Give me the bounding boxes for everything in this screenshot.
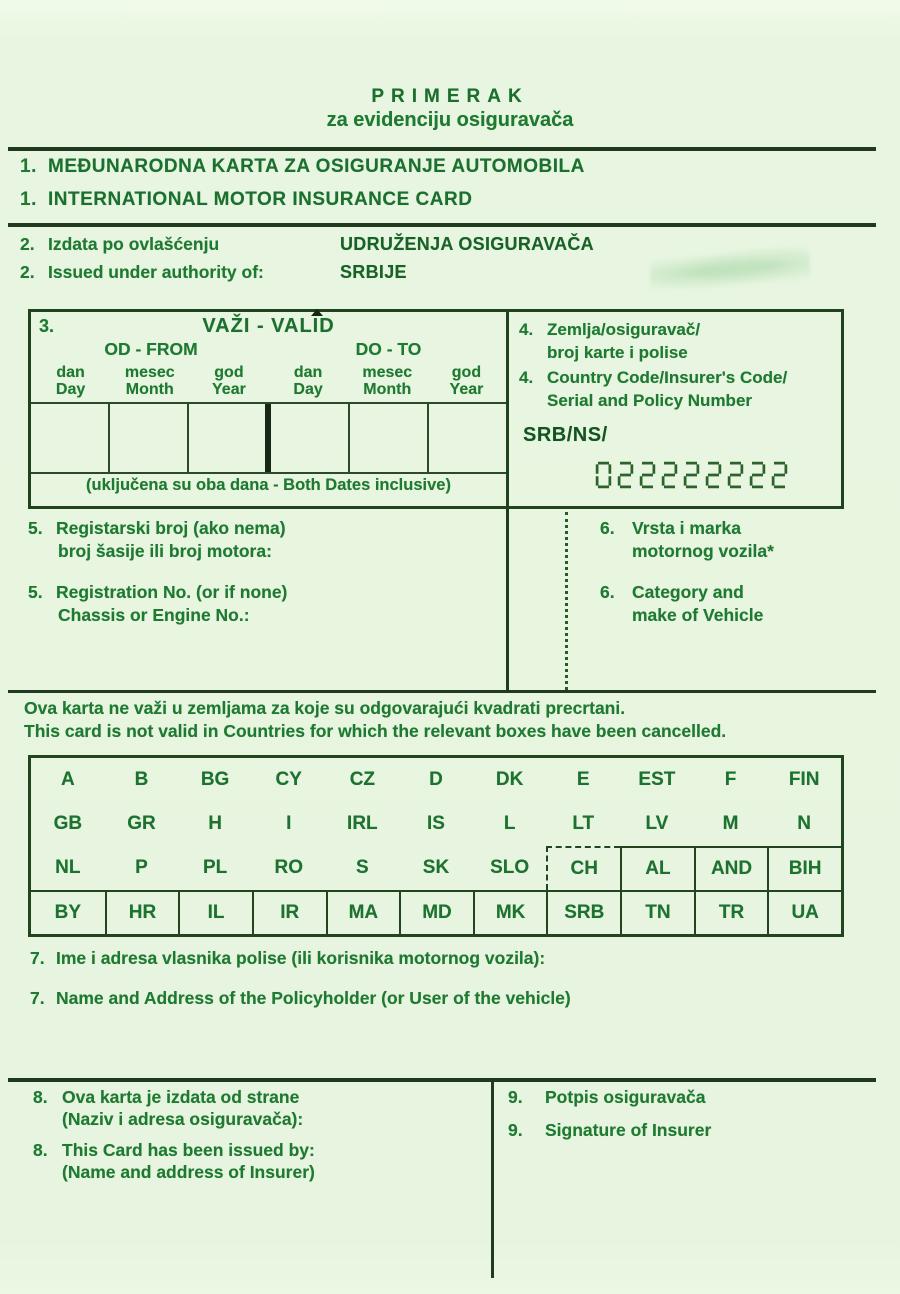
section1-line-en (20, 189, 585, 222)
date-cell-to-day (271, 404, 350, 472)
label-line (519, 367, 787, 390)
card-title-serbian: MEĐUNARODNA KARTA ZA OSIGURANJE AUTOMOBILA (48, 156, 585, 177)
registration-label-en1: Registration No. (or if none) (56, 582, 288, 602)
date-cell-to-year (429, 404, 506, 472)
item-number: 3. (39, 316, 55, 336)
section2-row-en (20, 262, 594, 290)
signature-label-sr: Potpis osiguravača (545, 1087, 706, 1107)
column-header-en: Day (55, 381, 86, 398)
item-number: 7. (30, 988, 45, 1008)
validity-note (24, 697, 726, 743)
authority-name-line1: UDRUŽENJA OSIGURAVAČA (340, 234, 594, 254)
column-header-en: Day (293, 381, 323, 398)
registration-label-sr2: broj šasije ili broj motora: (58, 541, 272, 561)
vehicle-line-sr (600, 517, 774, 540)
country-cell-P: P (135, 857, 148, 878)
serial-digit-2 (771, 459, 788, 491)
label-line (519, 319, 787, 342)
country-cell-TR: TR (694, 890, 768, 934)
country-insurer-code: SRB/NS/ (523, 424, 608, 446)
issuer-label-sr2: (Naziv i adresa osiguravača): (62, 1109, 304, 1129)
column-header-sr: god (451, 364, 482, 381)
country-cell-MD: MD (399, 890, 473, 934)
horizontal-rule (8, 690, 876, 693)
card-title-english: INTERNATIONAL MOTOR INSURANCE CARD (48, 189, 473, 210)
issuer-label-en1: This Card has been issued by: (62, 1140, 315, 1160)
section1-line-sr (20, 156, 585, 189)
validity-and-policy-box (28, 309, 844, 509)
country-cell-AL: AL (620, 846, 694, 890)
document-subtitle: za evidenciju osiguravača (326, 109, 574, 131)
section-8-issuer (33, 1086, 315, 1183)
policy-number-box (509, 312, 841, 506)
section-5-6-divider-solid (506, 509, 509, 691)
country-cell-CH: CH (546, 846, 620, 890)
country-cell-N: N (797, 813, 812, 834)
item-number: 1. (20, 189, 37, 210)
item-number: 8. (33, 1140, 48, 1160)
country-cell-EST: EST (638, 769, 676, 790)
serial-digit-2 (705, 459, 722, 491)
country-cell-BG: BG (200, 769, 230, 790)
section-5-6-divider-dotted (565, 512, 568, 690)
item-number: 6. (600, 582, 615, 602)
validity-note-sr: Ova karta ne važi u zemljama za koje su odgovarajući kvadrati precrtani. (24, 698, 626, 718)
column-header-sr: mesec (124, 364, 175, 381)
country-cell-TN: TN (620, 890, 694, 934)
country-cell-E: E (576, 769, 590, 790)
country-codes-table (28, 755, 844, 937)
issuer-line-sr (33, 1086, 315, 1108)
date-column-header (427, 364, 506, 398)
column-header-en: Year (449, 381, 484, 398)
country-insurer-label-sr2: broj karte i polise (547, 342, 688, 362)
registration-line-sr (28, 517, 287, 540)
issuer-label-en2: (Name and address of Insurer) (62, 1162, 315, 1182)
issued-under-label-en: Issued under authority of: (48, 262, 264, 282)
country-cell-L: L (503, 813, 516, 834)
country-cell-GR: GR (127, 813, 156, 834)
serial-digit-2 (727, 459, 744, 491)
column-header-en: Year (212, 381, 246, 398)
country-cell-IRL: IRL (347, 813, 378, 834)
item-number: 4. (519, 320, 534, 339)
column-header-sr: dan (293, 364, 323, 381)
serial-number-digits (595, 459, 788, 491)
vehicle-label-sr2: motornog vozila* (632, 541, 774, 561)
country-cell-M: M (722, 813, 739, 834)
policyholder-label-sr: Ime i adresa vlasnika polise (ili korisnika motornog vozila): (56, 948, 546, 968)
column-header-sr: dan (56, 364, 85, 381)
country-cell-A: A (60, 769, 75, 790)
dates-inclusive-note: (uključena su oba dana - Both Dates inclusive) (86, 476, 451, 494)
item-number: 6. (600, 518, 615, 538)
section-9-signature (508, 1086, 711, 1152)
valid-title: VAŽI - VALID (202, 315, 335, 337)
item-number: 4. (519, 368, 534, 387)
document-title: PRIMERAK (371, 86, 529, 107)
date-column-headers (31, 364, 506, 398)
policy-box-labels (519, 319, 787, 415)
policyholder-line-sr (30, 948, 571, 969)
country-insurer-label-sr: Zemlja/osiguravač/ (547, 320, 701, 339)
registration-line-en (28, 581, 287, 604)
serial-digit-2 (749, 459, 766, 491)
country-cell-D: D (429, 769, 443, 790)
spacer (33, 1130, 315, 1139)
item-number: 5. (28, 582, 43, 602)
section-1-title (20, 156, 585, 222)
item-number: 9. (508, 1087, 523, 1107)
section-5-registration (28, 517, 287, 627)
country-cell-LT: LT (572, 813, 595, 834)
country-cell-SK: SK (422, 857, 450, 878)
vehicle-label-en2: make of Vehicle (632, 605, 764, 625)
country-cell-FIN: FIN (788, 769, 820, 790)
date-cell-from-month (110, 404, 189, 472)
serial-digit-2 (683, 459, 700, 491)
section-2-authority (20, 234, 594, 290)
vehicle-label-sr1: Vrsta i marka (632, 518, 741, 538)
issuer-label-sr1: Ova karta je izdata od strane (62, 1087, 300, 1107)
issued-under-label-sr: Izdata po ovlašćenju (48, 234, 220, 254)
country-cell-MA: MA (326, 890, 400, 934)
item-number: 8. (33, 1087, 48, 1107)
section-8-9-divider (491, 1082, 494, 1278)
country-cell-H: H (208, 813, 222, 834)
spacer (28, 563, 287, 581)
vehicle-label-en1: Category and (632, 582, 744, 602)
item-number: 5. (28, 518, 43, 538)
registration-label-sr1: Registarski broj (ako nema) (56, 518, 286, 538)
validity-note-en: This card is not valid in Countries for which the relevant boxes have been cancelled. (24, 721, 727, 741)
signature-label-en: Signature of Insurer (545, 1120, 712, 1140)
country-cell-IR: IR (252, 890, 326, 934)
vehicle-line-en (600, 581, 774, 604)
column-header-sr: mesec (362, 364, 413, 381)
country-cell-BY: BY (31, 890, 105, 934)
item-number: 7. (30, 948, 45, 968)
country-cell-LV: LV (645, 813, 669, 834)
faint-stamp-artifact (649, 246, 811, 296)
country-cell-IS: IS (427, 813, 445, 834)
column-header-en: Month (363, 381, 412, 398)
date-column-header (110, 364, 189, 398)
item-number: 2. (20, 234, 35, 254)
country-cell-AND: AND (694, 846, 768, 890)
section2-row-sr (20, 234, 594, 262)
serial-digit-2 (661, 459, 678, 491)
country-cell-S: S (356, 857, 369, 878)
label-group-sr (519, 319, 787, 364)
document-header (0, 86, 900, 132)
section-7-policyholder (30, 948, 571, 1028)
country-cell-DK: DK (495, 769, 524, 790)
from-label: OD - FROM (104, 339, 198, 359)
country-cell-SLO: SLO (490, 857, 530, 878)
date-column-header (189, 364, 268, 398)
date-cell-from-day (31, 404, 110, 472)
date-cells-row (31, 402, 506, 474)
date-column-header (348, 364, 427, 398)
country-cell-PL: PL (202, 857, 228, 878)
horizontal-rule (8, 1078, 876, 1082)
registration-label-en2: Chassis or Engine No.: (58, 605, 250, 625)
country-cell-CZ: CZ (349, 769, 376, 790)
validity-dates-box (31, 312, 509, 506)
signature-line-sr (508, 1086, 711, 1108)
country-cell-I: I (286, 813, 292, 834)
serial-digit-2 (639, 459, 656, 491)
date-cell-from-year (189, 404, 272, 472)
country-cell-RO: RO (274, 857, 303, 878)
date-column-header (269, 364, 348, 398)
date-column-header (31, 364, 110, 398)
country-cell-UA: UA (767, 890, 841, 934)
spacer (600, 563, 774, 581)
item-number: 1. (20, 156, 37, 177)
item-number: 9. (508, 1120, 523, 1140)
column-header-en: Month (125, 381, 174, 398)
country-cell-SRB: SRB (546, 890, 620, 934)
authority-name-line2: SRBIJE (340, 262, 407, 282)
country-cell-F: F (724, 769, 737, 790)
item-number: 2. (20, 262, 35, 282)
country-insurer-label-en2: Serial and Policy Number (547, 390, 753, 410)
country-cell-MK: MK (473, 890, 547, 934)
serial-digit-0 (595, 459, 612, 491)
to-label: DO - TO (355, 339, 422, 359)
policyholder-label-en: Name and Address of the Policyholder (or User of the vehicle) (56, 988, 571, 1008)
country-cell-B: B (134, 769, 149, 790)
label-group-en (519, 367, 787, 412)
horizontal-rule (8, 223, 876, 227)
section-6-vehicle (600, 517, 774, 627)
country-cell-IL: IL (178, 890, 252, 934)
horizontal-rule (8, 147, 876, 151)
policyholder-line-en (30, 988, 571, 1009)
serial-digit-2 (617, 459, 634, 491)
issuer-line-en (33, 1139, 315, 1161)
signature-line-en (508, 1119, 711, 1141)
column-header-sr: god (214, 364, 244, 381)
country-cell-CY: CY (275, 769, 302, 790)
country-cell-GB: GB (53, 813, 83, 834)
country-cell-BIH: BIH (767, 846, 841, 890)
country-insurer-label-en: Country Code/Insurer's Code/ (547, 368, 788, 387)
country-cell-HR: HR (105, 890, 179, 934)
date-cell-to-month (350, 404, 429, 472)
country-cell-NL: NL (55, 857, 81, 878)
